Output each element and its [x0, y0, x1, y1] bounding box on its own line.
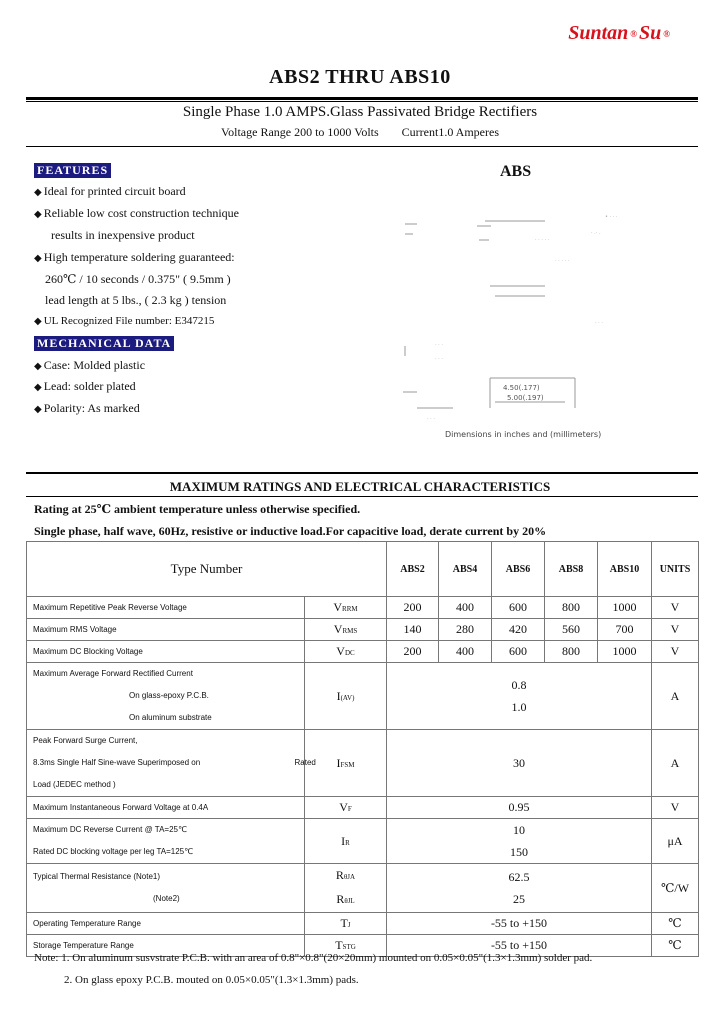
svg-text:· · ·: · · ·	[435, 342, 443, 348]
svg-text:· · ·: · · ·	[427, 416, 435, 422]
feature-item-continued: 260℃ / 10 seconds / 0.375" ( 9.5mm )	[45, 272, 231, 286]
section-title: MAXIMUM RATINGS AND ELECTRICAL CHARACTERISTICS	[169, 479, 551, 494]
registered-mark-2: ®	[663, 29, 670, 40]
dim-label-b: 5.00(.197)	[507, 394, 544, 402]
col-header-abs6: ABS6	[492, 542, 545, 597]
table-row: Maximum DC Blocking Voltage VDC 200 400 600 800 1000 V	[27, 641, 699, 663]
registered-mark: ®	[630, 29, 638, 40]
title-rule	[26, 97, 698, 100]
section-rule-thin	[26, 496, 698, 497]
page-title: ABS2 THRU ABS10	[269, 66, 451, 88]
svg-text:· · ·: · · ·	[435, 356, 443, 362]
diamond-bullet-icon: ◆	[34, 361, 42, 372]
svg-text:· · · · ·: · · · · ·	[555, 258, 570, 264]
package-name: ABS	[500, 163, 532, 180]
feature-item: ◆ High temperature soldering guaranteed:	[34, 250, 235, 264]
diamond-bullet-icon: ◆	[34, 253, 42, 264]
svg-text:• · · ·: • · · ·	[605, 214, 618, 220]
table-header-row	[27, 542, 699, 597]
mechanical-item: ◆ Polarity: As marked	[34, 401, 140, 415]
brand-logo	[568, 22, 672, 45]
diamond-bullet-icon: ◆	[34, 382, 42, 393]
diamond-bullet-icon: ◆	[34, 316, 42, 327]
col-header-abs2: ABS2	[387, 542, 439, 597]
table-row: Maximum Repetitive Peak Reverse Voltage VRRM 200 400 600 800 1000 V	[27, 597, 699, 619]
rating-condition-2: Single phase, half wave, 60Hz, resistive or inductive load.For capacitive load, derate current by 20%	[34, 524, 547, 538]
table-row: Operating Temperature Range TJ -55 to +150 ℃	[27, 913, 699, 935]
feature-item-continued: lead length at 5 lbs., ( 2.3 kg ) tension	[45, 293, 227, 307]
note-1: Note: 1. On aluminum susvstrate P.C.B. with an area of 0.8"×0.8"(20×20mm) mounted on 0.05×0.05"(1.3×1.3mm) solder pad.	[34, 952, 593, 964]
table-row: Maximum Instantaneous Forward Voltage at 0.4A VF 0.95 V	[27, 797, 699, 819]
table-row: Maximum Average Forward Rectified Current On glass-epoxy P.C.B. On aluminum substrate I(AV) 0.8 1.0 A	[27, 663, 699, 730]
rating-line	[0, 125, 720, 140]
brand-name-1: Suntan	[568, 22, 629, 44]
type-number-header: Type Number	[27, 542, 387, 597]
diamond-bullet-icon: ◆	[34, 187, 42, 198]
diamond-bullet-icon: ◆	[34, 404, 42, 415]
feature-item: ◆ Reliable low cost construction technique	[34, 206, 239, 220]
section-rule	[26, 472, 698, 474]
mechanical-item: ◆ Case: Molded plastic	[34, 358, 146, 372]
diamond-bullet-icon: ◆	[34, 209, 42, 220]
mechanical-item: ◆ Lead: solder plated	[34, 379, 136, 393]
table-row: Maximum DC Reverse Current @ TA=25℃ Rated DC blocking voltage per leg TA=125℃ IR 10 150 μA	[27, 819, 699, 864]
ratings-table	[26, 541, 699, 957]
col-header-abs8: ABS8	[545, 542, 598, 597]
dimension-caption: Dimensions in inches and (millimeters)	[445, 430, 602, 439]
table-row: Maximum RMS Voltage VRMS 140 280 420 560 700 V	[27, 619, 699, 641]
dim-label-a: 4.50(.177)	[503, 384, 540, 392]
svg-text:· · ·: · · ·	[595, 320, 603, 326]
table-row: Storage Temperature Range TSTG -55 to +150 ℃	[27, 935, 699, 957]
feature-item: ◆ UL Recognized File number: E347215	[34, 315, 215, 327]
svg-text:· .· .: · .· .	[591, 230, 601, 236]
table-row: Typical Thermal Resistance (Note1) (Note2) RθJA RθJL 62.5 25 ℃/W	[27, 864, 699, 913]
col-header-abs10: ABS10	[598, 542, 652, 597]
package-outline-diagram	[395, 196, 655, 446]
feature-item-continued: results in inexpensive product	[51, 228, 195, 242]
subtitle: Single Phase 1.0 AMPS.Glass Passivated Bridge Rectifiers	[182, 104, 538, 120]
table-row: Peak Forward Surge Current, 8.3ms Single Half Sine-wave Superimposed on Rated Load (JEDEC method ) IFSM 30 A	[27, 730, 699, 797]
note-2: 2. On glass epoxy P.C.B. mouted on 0.05×0.05"(1.3×1.3mm) pads.	[64, 974, 359, 986]
voltage-range: Voltage Range 200 to 1000 Volts	[221, 125, 379, 139]
title-rule-thin	[26, 101, 698, 102]
divider	[26, 146, 698, 147]
units-header: UNITS	[652, 542, 699, 597]
brand-name-2: Su	[639, 22, 662, 44]
svg-text:· · · · ·: · · · · ·	[535, 237, 550, 243]
feature-item: ◆ Ideal for printed circuit board	[34, 184, 186, 198]
rating-condition-1: Rating at 25℃ ambient temperature unless otherwise specified.	[34, 502, 361, 516]
current-rating: Current1.0 Amperes	[401, 125, 499, 139]
col-header-abs4: ABS4	[439, 542, 492, 597]
mechanical-heading: MECHANICAL DATA	[34, 336, 174, 351]
features-heading: FEATURES	[34, 163, 111, 178]
